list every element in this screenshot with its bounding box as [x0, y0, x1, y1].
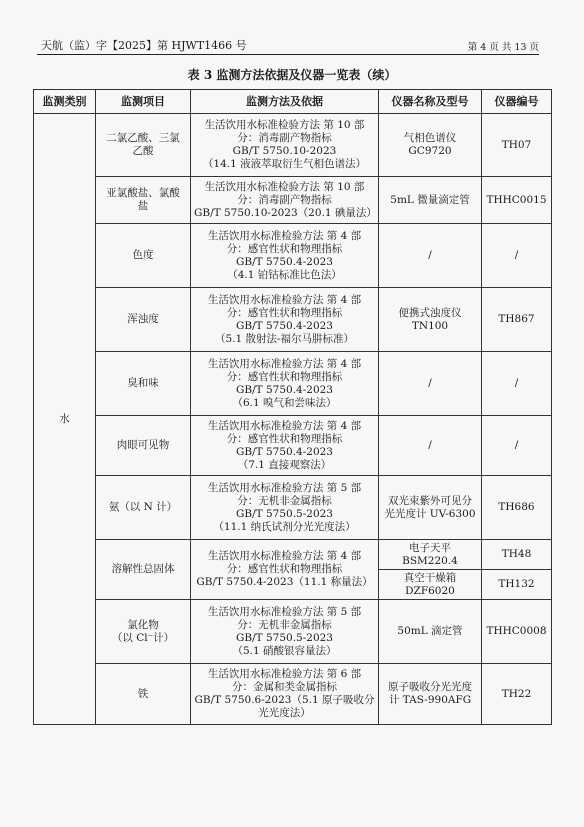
col-header-method: 监测方法及依据: [191, 90, 379, 114]
instrument-cell: [379, 288, 482, 352]
item-cell: [96, 416, 191, 476]
method-cell: [191, 416, 379, 476]
cell-text-line: 光光度法）: [258, 707, 311, 719]
cell-text-line: GB/T 5750.4-2023: [236, 255, 333, 268]
cell-text-line: 分：感官性状和物理指标: [226, 563, 343, 575]
cell-text-line: （5.1 硝酸银容量法）: [232, 644, 337, 657]
instrument-cell: [379, 540, 482, 570]
cell-text-line: 计 TAS-990AFG: [388, 694, 472, 706]
code-cell: THHC0008: [482, 600, 552, 664]
table-row: [34, 224, 552, 288]
table-row: [34, 177, 552, 224]
cell-text-line: 分：感官性状和物理指标: [226, 432, 343, 445]
item-cell: [96, 224, 191, 288]
instrument-cell: [379, 416, 482, 476]
code-cell: TH48: [482, 540, 552, 570]
cell-text-line: 气相色谱仪: [403, 132, 457, 144]
cell-text-line: GB/T 5750.10-2023（20.1 碘量法）: [194, 206, 377, 219]
cell-text-line: 分：无机非金属指标: [237, 494, 332, 507]
item-cell: [96, 177, 191, 224]
page-number: 第 4 页 共 13 页: [467, 42, 539, 53]
cell-text-line: 光光度计 UV-6300: [384, 507, 476, 520]
cell-text-line: GB/T 5750.6-2023（5.1 原子吸收分: [194, 694, 375, 706]
cell-text-line: 生活饮用水标准检验方法 第 4 部: [207, 229, 362, 242]
instrument-cell: [379, 570, 482, 600]
table-row: [34, 600, 552, 664]
cell-text-line: （14.1 液液萃取衍生气相色谱法）: [202, 158, 367, 170]
item-cell: [96, 664, 191, 725]
cell-text-line: 5mL 微量滴定管: [390, 193, 470, 206]
cell-text-line: 双光束紫外可见分: [388, 494, 472, 507]
cell-text-line: 原子吸收分光光度: [388, 681, 472, 693]
method-cell: [191, 476, 379, 540]
cell-text-line: 氯化物: [127, 618, 159, 631]
cell-text-line: 真空干燥箱: [403, 571, 457, 584]
code-cell: /: [482, 224, 552, 288]
cell-text-line: 生活饮用水标准检验方法 第 4 部: [207, 357, 362, 370]
cell-text-line: 浑浊度: [127, 313, 159, 325]
cell-text-line: 生活饮用水标准检验方法 第 4 部: [207, 293, 362, 306]
code-cell: TH132: [482, 570, 552, 600]
cell-text-line: （11.1 纳氏试剂分光光度法）: [213, 520, 356, 533]
cell-text-line: 分：感官性状和物理指标: [226, 370, 343, 383]
instrument-cell: [379, 664, 482, 725]
method-cell: [191, 664, 379, 725]
cell-text-line: 生活饮用水标准检验方法 第 6 部: [207, 668, 362, 680]
cell-text-line: /: [428, 439, 432, 451]
table-row: [34, 540, 552, 570]
cell-text-line: 分：感官性状和物理指标: [226, 242, 343, 255]
method-cell: [191, 288, 379, 352]
instrument-cell: [379, 114, 482, 177]
method-cell: [191, 114, 379, 177]
col-header-instrument: 仪器名称及型号: [379, 90, 482, 114]
cell-text-line: 二氯乙酸、三氯: [106, 132, 180, 144]
cell-text-line: GB/T 5750.4-2023: [236, 383, 333, 396]
table-row: [34, 352, 552, 416]
cell-text-line: GB/T 5750.5-2023: [236, 631, 333, 644]
code-cell: TH07: [482, 114, 552, 177]
instrument-cell: [379, 476, 482, 540]
code-cell: THHC0015: [482, 177, 552, 224]
cell-text-line: 分：消毒副产物指标: [237, 132, 332, 144]
cell-text-line: 盐: [137, 200, 149, 212]
item-cell: [96, 600, 191, 664]
cell-text-line: 分：消毒副产物指标: [237, 193, 332, 206]
cell-text-line: /: [428, 377, 432, 389]
cell-text-line: 分：感官性状和物理指标: [226, 306, 343, 319]
item-cell: [96, 288, 191, 352]
cell-text-line: 生活饮用水标准检验方法 第 5 部: [207, 481, 362, 494]
method-cell: [191, 600, 379, 664]
instrument-cell: [379, 352, 482, 416]
cell-text-line: （5.1 散射法-福尔马肼标准）: [214, 332, 355, 345]
table-row: [34, 114, 552, 177]
cell-text-line: 生活饮用水标准检验方法 第 10 部: [204, 119, 365, 131]
page-header: [37, 34, 539, 55]
item-cell: [96, 476, 191, 540]
cell-text-line: 氨（以 N 计）: [108, 501, 178, 513]
cell-text-line: 亚氯酸盐、氯酸: [106, 187, 180, 199]
report-number: 天航（监）字【2025】第 HJWT1466 号: [41, 39, 247, 52]
cell-text-line: GC9720: [408, 145, 452, 157]
cell-text-line: 便携式浊度仪: [398, 306, 462, 319]
cell-text-line: GB/T 5750.4-2023: [236, 445, 333, 458]
table-header-row: [34, 90, 552, 114]
cell-text-line: BSM220.4: [402, 554, 458, 567]
code-cell: /: [482, 416, 552, 476]
method-cell: [191, 177, 379, 224]
cell-text-line: 溶解性总固体: [111, 563, 175, 575]
cell-text-line: GB/T 5750.10-2023: [232, 145, 337, 157]
code-cell: /: [482, 352, 552, 416]
cell-text-line: 生活饮用水标准检验方法 第 4 部: [207, 419, 362, 432]
cell-text-line: 肉眼可见物: [116, 439, 170, 451]
table-caption: 表 3 监测方法依据及仪器一览表（续）: [187, 68, 397, 82]
col-header-item: 监测项目: [96, 90, 191, 114]
cell-text-line: 生活饮用水标准检验方法 第 4 部: [207, 550, 362, 562]
cell-text-line: 铁: [137, 687, 149, 700]
cell-text-line: 电子天平: [409, 541, 451, 554]
table-row: [34, 416, 552, 476]
method-cell: [191, 224, 379, 288]
item-cell: [96, 540, 191, 600]
cell-text-line: 分：金属和类金属指标: [232, 681, 337, 693]
col-header-category: 监测类别: [34, 90, 96, 114]
table-row: [34, 288, 552, 352]
table-row: [34, 476, 552, 540]
cell-text-line: 生活饮用水标准检验方法 第 5 部: [207, 605, 362, 618]
cell-text-line: GB/T 5750.4-2023（11.1 称量法）: [196, 576, 373, 588]
cell-text-line: 生活饮用水标准检验方法 第 10 部: [204, 180, 365, 193]
cell-text-line: （6.1 嗅气和尝味法）: [232, 396, 337, 409]
col-header-code: 仪器编号: [482, 90, 552, 114]
method-cell: [191, 540, 379, 600]
instrument-cell: [379, 177, 482, 224]
code-cell: TH22: [482, 664, 552, 725]
code-cell: TH686: [482, 476, 552, 540]
instrument-cell: [379, 600, 482, 664]
cell-text-line: 乙酸: [132, 145, 154, 157]
cell-text-line: （7.1 直接观察法）: [237, 458, 332, 471]
cell-text-line: /: [428, 249, 432, 261]
cell-text-line: （4.1 铂钴标准比色法）: [227, 268, 342, 281]
cell-text-line: 臭和味: [127, 377, 159, 389]
method-cell: [191, 352, 379, 416]
cell-text-line: 50mL 滴定管: [397, 625, 463, 637]
cell-text-line: 分：无机非金属指标: [237, 618, 332, 631]
cell-text-line: DZF6020: [405, 584, 455, 597]
instrument-cell: [379, 224, 482, 288]
cell-text-line: TN100: [411, 319, 449, 332]
cell-text-line: 色度: [132, 249, 154, 261]
item-cell: [96, 352, 191, 416]
code-cell: TH867: [482, 288, 552, 352]
cell-text-line: （以 Cl⁻计）: [111, 631, 175, 644]
cell-text-line: GB/T 5750.4-2023: [236, 319, 333, 332]
cell-text-line: GB/T 5750.5-2023: [236, 507, 333, 520]
item-cell: [96, 114, 191, 177]
method-table: [33, 89, 552, 725]
category-cell: 水: [34, 114, 96, 725]
table-row: [34, 664, 552, 725]
